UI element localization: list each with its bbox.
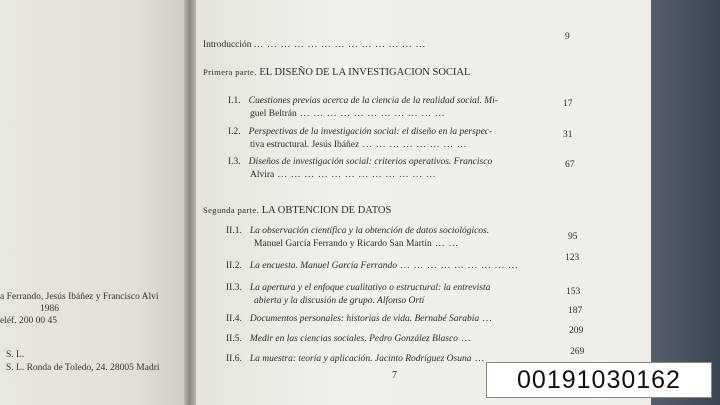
toc-entry-line2: Manuel García Ferrando y Ricardo San Martín ... ... [254, 239, 459, 249]
toc-entry: II.3. La apertura y el enfoque cualitativo o estructural: la entrevista [226, 283, 491, 293]
toc-entry: II.4. Documentos personales: historias de vida. Bernabé Sarabia ... [226, 314, 493, 324]
part-heading: Primera parte. EL DISEÑO DE LA INVESTIGACION SOCIAL [203, 67, 471, 78]
toc-entry-page: 153 [566, 287, 581, 297]
toc-intro: Introducción ... ... ... ... ... ... ... ... ... ... ... ... ... [203, 40, 427, 50]
toc-entry-line2: abierta y la discusión de grupo. Alfonso Ortí [254, 296, 425, 306]
toc-entry: II.1. La observación científica y la obtención de datos sociológicos. [226, 226, 490, 236]
right-page [196, 0, 651, 405]
toc-entry: I.1. Cuestiones previas acerca de la ciencia de la realidad social. Mi- [228, 96, 498, 106]
toc-entry-line2: Alvira ... ... ... ... ... ... ... ... ... ... ... ... [250, 170, 437, 180]
toc-entry: I.3. Diseños de investigación social: criterios operativos. Francisco [228, 157, 493, 167]
page-number: 7 [392, 370, 397, 381]
toc-intro-page: 9 [565, 32, 570, 42]
toc-entry-page: 187 [568, 306, 583, 316]
toc-entry-page: 31 [563, 130, 573, 140]
inventory-label: 00191030162 [486, 362, 712, 398]
toc-entry-page: 269 [570, 347, 585, 357]
toc-entry: II.5. Medir en las ciencias sociales. Pedro González Blasco ... [226, 334, 472, 344]
credits-line: S. L. Ronda de Toledo, 24. 28005 Madri [6, 363, 160, 373]
toc-entry: I.2. Perspectivas de la investigación social: el diseño en la perspec- [228, 127, 493, 137]
toc-entry-line2: guel Beltrán ... ... ... ... ... ... ... ... ... ... ... [250, 109, 446, 119]
toc-entry: II.2. La encuesta. Manuel García Ferrando ... ... ... ... ... ... ... ... ... [226, 261, 519, 271]
toc-entry-line2: tiva estructural. Jesús Ibáñez ... ... ... ... ... ... ... ... [250, 140, 468, 150]
toc-entry-page: 67 [565, 160, 575, 170]
book-gutter [184, 0, 196, 405]
background-edge [651, 0, 720, 405]
toc-entry-page: 17 [563, 99, 573, 109]
credits-line: 1986 [40, 304, 59, 314]
toc-entry-page: 95 [568, 232, 578, 242]
credits-line: a Ferrando, Jesús Ibáñez y Francisco Alvi [0, 292, 159, 302]
left-page [0, 0, 190, 405]
credits-line: S. L. [6, 350, 25, 360]
part-heading: Segunda parte. LA OBTENCION DE DATOS [203, 205, 392, 216]
toc-intro-title: Introducción [203, 40, 252, 50]
toc-entry-page: 209 [569, 326, 584, 336]
toc-entry-page: 123 [565, 253, 580, 263]
credits-line: eléf. 200 00 45 [0, 316, 57, 326]
toc-entry: II.6. La muestra: teoría y aplicación. Jacinto Rodríguez Osuna ... [226, 354, 485, 364]
